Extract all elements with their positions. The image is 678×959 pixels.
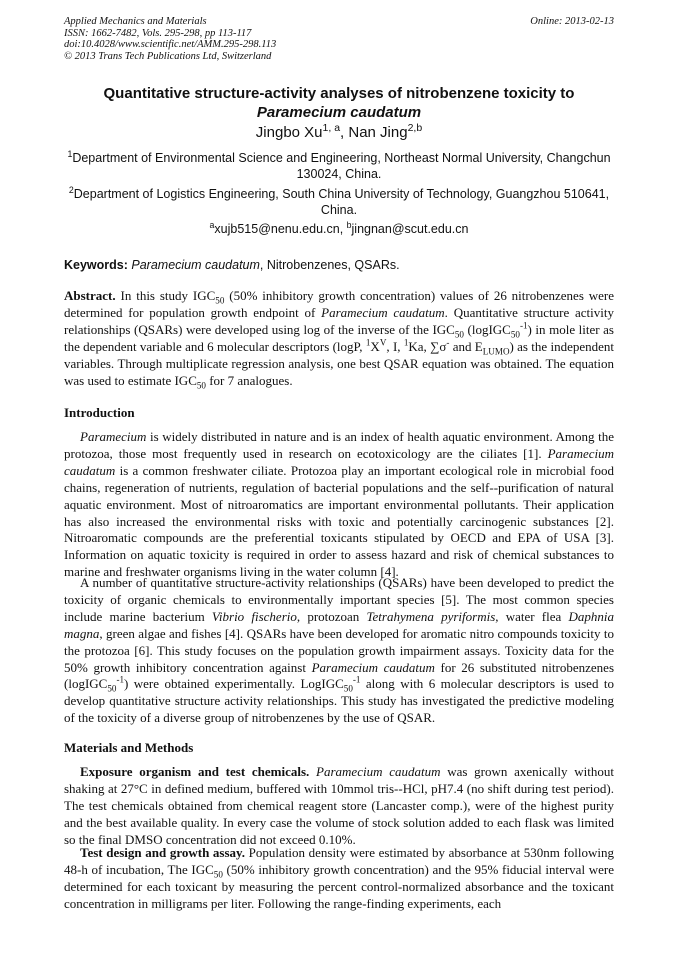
email-a[interactable]: xujb515@nenu.edu.cn, bbox=[214, 222, 347, 236]
paper-title bbox=[64, 84, 614, 122]
intro-paragraph-1: Paramecium is widely distributed in nature and is an index of health aquatic environment. Among the protozoa, those most frequently used in research on ecotoxicology are the ciliates [1]. Paramecium caudatum is a common freshwater ciliate. Protozoa play an important ecological role in microbial food chains, regeneration of nutrients, regulation of bacterial populations and the self--purification of natural aquatic environment. Most of nitroaromatics are important environmental pollutants. Their application has also increased the environmental risks with toxic and potentially carcinogenic substances [2]. Nitroaromatic compounds are the preferential toxicants stipulated by OECD and EPA of USA [3]. Information on aquatic toxicity is required in order to assess hazard and risk of chemical substances to marine and freshwater organisms living in the water column [4]. bbox=[64, 429, 614, 580]
author-1: Jingbo Xu bbox=[255, 124, 323, 141]
section-heading-introduction: Introduction bbox=[64, 405, 135, 420]
copyright-line: © 2013 Trans Tech Publications Ltd, Switzerland bbox=[64, 50, 272, 62]
author-list: Jingbo Xu$^{1, a}$, Nan Jing$^{2,b}$ bbox=[255, 122, 423, 141]
issn-line: ISSN: 1662-7482, Vols. 295-298, pp 113-117 bbox=[64, 27, 252, 39]
email-b[interactable]: jingnan@scut.edu.cn bbox=[351, 222, 469, 236]
affiliation-2: $^2$Department of Logistics Engineering, South China University of Technology, Guangzhou 510641, China. bbox=[68, 184, 610, 217]
intro-paragraph-2: A number of quantitative structure-activity relationships (QSARs) have been developed to predict the toxicity of organic chemicals to environmentally important species [5]. The most common species include marine bacterium Vibrio fischerio, protozoan Tetrahymena pyriformis, water flea Daphnia magna, green algae and fishes [4]. QSARs have been developed for aromatic nitro compounds toxicity to the protozoa [6]. This study focuses on the population growth impairment assays. Toxicity data for the 50% growth inhibitory concentration against Paramecium caudatum for 26 substituted nitrobenzenes (logIGC$_{50}^{-1}$) were obtained experimentally. LogIGC$_{50}^{-1}$ along with 6 molecular descriptors is used to develop quantitative structure activity relationships. This study has investigated the predictive modeling of the toxicity of a diverse group of nitrobenzenes by the use of QSAR. bbox=[64, 575, 614, 726]
journal-header bbox=[64, 16, 276, 62]
journal-name: Applied Mechanics and Materials bbox=[64, 16, 207, 27]
abstract: Abstract. In this study $IGC_{50}$ (50% inhibitory growth concentration) values of 26 nitrobenzenes were determined for population growth endpoint of Paramecium caudatum. Quantitative structure activity relationships (QSARs) were developed using log of the inverse of the $IGC_{50}$ (logIGC$_{50}^{-1}$) in mole liter as the dependent variable and 6 molecular descriptors (logP, $^1X^V$, I, $^1$Ka, ∑σ- and $E_{LUMO}$) as the independent variables. Through multiplicate regression analysis, one best QSAR equation was obtained. The equation was used to estimate $IGC_{50}$ for 7 analogues. bbox=[64, 288, 615, 391]
online-date: Online: 2013-02-13 bbox=[530, 16, 614, 27]
section-heading-methods: Materials and Methods bbox=[64, 740, 194, 755]
title-line-1: Quantitative structure-activity analyses of nitrobenzene toxicity to bbox=[103, 85, 575, 102]
keywords: Keywords: Paramecium caudatum, Nitrobenzenes, QSARs. bbox=[64, 258, 400, 272]
author-emails: $^a$xujb515@nenu.edu.cn, $^b$jingnan@scut.edu.cn bbox=[209, 219, 469, 236]
affiliation-1: $^1$Department of Environmental Science and Engineering, Northeast Normal University, Changchun 130024, China. bbox=[67, 148, 611, 181]
methods-paragraph-1: Exposure organism and test chemicals. Paramecium caudatum was grown axenically without shaking at 27°C in defined medium, buffered with 10mmol tris--HCl, pH7.4 (no shift during test period). The test chemicals obtained from chemical reagent store (Lancaster comp.), were of the highest purity and the best available quality. In every case the volume of stock solution added to each flask was limited so the final DMSO concentration did not exceed 0.10%. bbox=[64, 764, 615, 847]
author-2: Nan Jing bbox=[348, 124, 408, 141]
methods-paragraph-2: Test design and growth assay. Population density were estimated by absorbance at 530nm following 48-h of incubation, The $IGC_{50}$ (50% inhibitory growth concentration) and the 95% fiducial interval were determined for each toxicant by measuring the percent control-normalized absorbance and the toxicant concentration in milligrams per liter. Following the range-finding experiments, each bbox=[64, 845, 614, 911]
doi-line: doi:10.4028/www.scientific.net/AMM.295-298.113 bbox=[64, 39, 277, 50]
title-line-2: Paramecium caudatum bbox=[256, 104, 422, 121]
